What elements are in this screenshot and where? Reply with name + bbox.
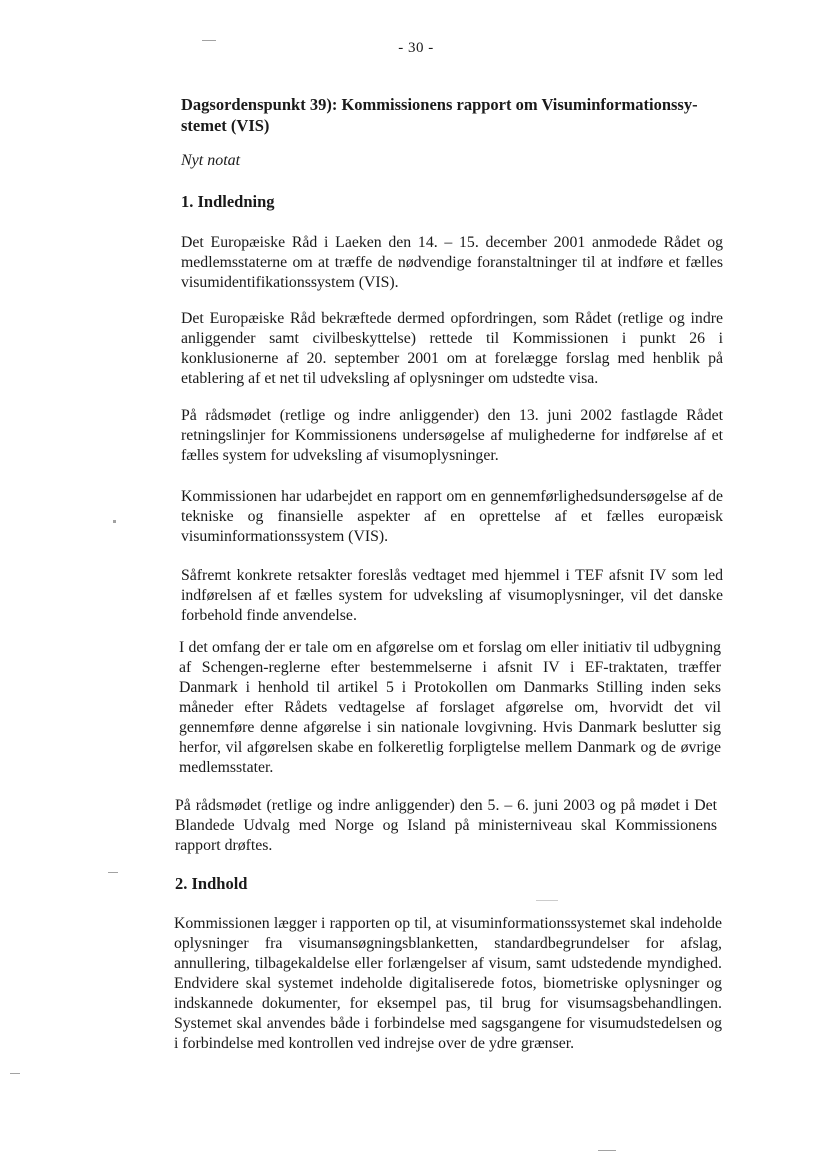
page-number: - 30 -: [398, 40, 434, 56]
agenda-item-title: Dagsordenspunkt 39): Kommissionens rapport om Visuminformationssy-stemet (VIS): [181, 95, 698, 135]
section-heading-introduction: 1. Indledning: [181, 192, 275, 211]
scan-mark: [113, 520, 116, 523]
scan-mark: [598, 1150, 616, 1151]
note-label: Nyt notat: [181, 152, 241, 169]
section-heading-content: 2. Indhold: [175, 874, 248, 893]
scan-mark: [536, 900, 558, 901]
paragraph: Det Europæiske Råd i Laeken den 14. – 15. december 2001 anmodede Rådet og medlemsstaterne om at træffe de nødvendige foranstaltninger til at indføre et fælles visumidentifikationssystem (VIS).: [181, 234, 723, 291]
paragraph: På rådsmødet (retlige og indre anliggender) den 5. – 6. juni 2003 og på mødet i Det Blandede Udvalg med Norge og Island på ministerniveau skal Kommissionens rapport drøftes.: [175, 797, 717, 854]
scan-mark: [10, 1073, 20, 1074]
scan-mark: [202, 40, 216, 41]
paragraph: På rådsmødet (retlige og indre anliggender) den 13. juni 2002 fastlagde Rådet retningslinjer for Kommissionens undersøgelse af mulighederne for indførelse af et fælles system for udveksling af visumoplysninger.: [181, 407, 723, 464]
scan-mark: [108, 872, 118, 873]
paragraph: Kommissionen lægger i rapporten op til, at visuminformationssystemet skal indeholde oplysninger fra visumansøgningsblanketten, standardbegrundelser for afslag, annullering, tilbagekaldelse eller forlængelser af visum, samt udstedende myndighed. Endvidere skal systemet indeholde digitaliserede fotos, biometriske oplysninger og indskannede dokumenter, for eksempel pas, til brug for visumsagsbehandlingen. Systemet skal anvendes både i forbindelse med sagsgangene for visumudstedelsen og i forbindelse med kontrollen ved indrejse over de ydre grænser.: [174, 915, 722, 1052]
paragraph: Det Europæiske Råd bekræftede dermed opfordringen, som Rådet (retlige og indre anliggender samt civilbeskyttelse) rettede til Kommissionen i punkt 26 i konklusionerne af 20. september 2001 om at forelægge forslag med henblik på etablering af et net til udveksling af oplysninger om udstedte visa.: [181, 310, 723, 387]
paragraph: Kommissionen har udarbejdet en rapport om en gennemførlighedsundersøgelse af de tekniske og finansielle aspekter af en oprettelse af et fælles europæisk visuminformationssystem (VIS).: [181, 488, 723, 545]
paragraph: I det omfang der er tale om en afgørelse om et forslag om eller initiativ til udbygning af Schengen-reglerne efter bestemmelserne i afsnit IV i EF-traktaten, træffer Danmark i henhold til artikel 5 i Protokollen om Danmarks Stilling inden seks måneder efter Rådets vedtagelse af forslaget afgørelse om, hvorvidt det vil gennemføre denne afgørelse i sin nationale lovgivning. Hvis Danmark beslutter sig herfor, vil afgørelsen skabe en folkeretlig forpligtelse mellem Danmark og de øvrige medlemsstater.: [179, 639, 721, 776]
paragraph: Såfremt konkrete retsakter foreslås vedtaget med hjemmel i TEF afsnit IV som led indførelsen af et fælles system for udveksling af visumoplysninger, vil det danske forbehold finde anvendelse.: [181, 567, 723, 624]
